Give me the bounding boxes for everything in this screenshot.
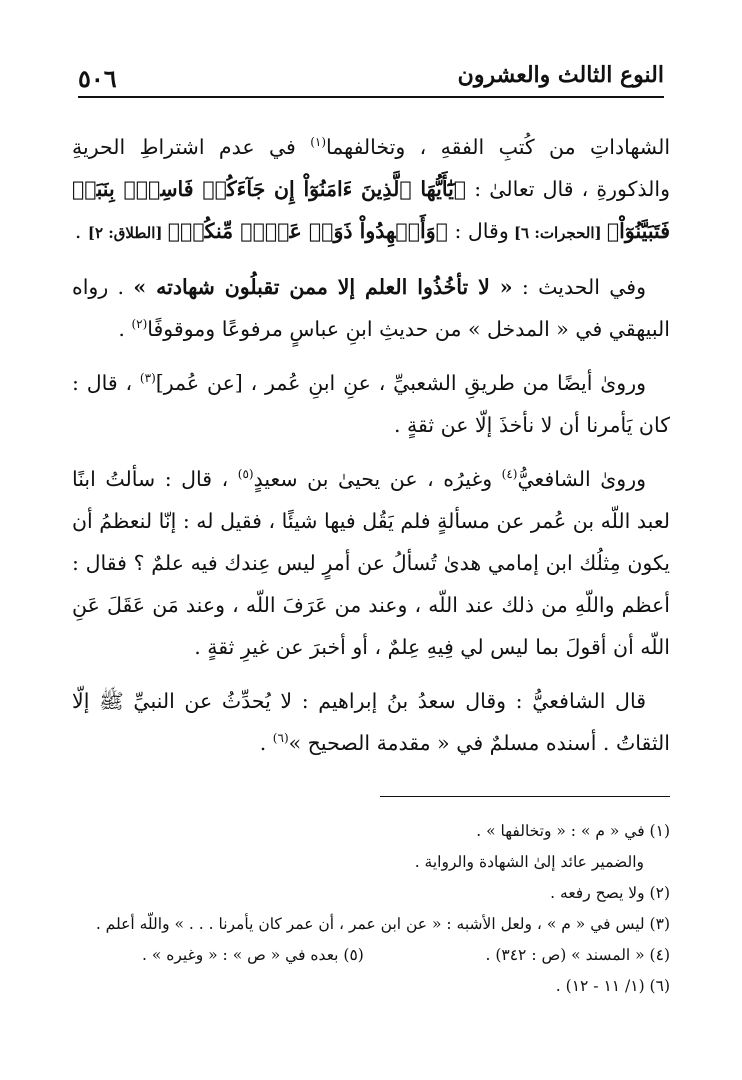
footnote-5: (٥) بعده في « ص » : « وغيره » . <box>142 946 364 964</box>
footnote-marker-2: (٢) <box>131 317 148 332</box>
text: . <box>74 219 88 243</box>
text: . <box>118 317 132 341</box>
text: ، قال : سألتُ ابنًا لعبد اللّه بن عُمر عن مسألةٍ فلم يَقُل فيها شيئًا ، فقيل له : إنّا لنعظمُ أن يكون مِثلُك ابن إمامي هدىٰ تُسألُ عن أمرٍ ليس عِندك فيه علمٌ ؟ فقال : أعظم واللّهِ من ذلك عند اللّه ، وعند من عَرَفَ اللّه ، وعند مَن عَقَلَ عَنِ اللّه أن أقولَ بما ليس لي فِيهِ عِلمٌ ، أو أخبرَ عن غيرِ ثقةٍ . <box>72 467 670 659</box>
paragraph-4 <box>72 458 670 668</box>
quran-verse-hujurat: ﴿يَٰٓأَيُّهَا ٱلَّذِينَ ءَامَنُوٓاْ إِن جَآءَكُمۡ فَاسِقُۢ بِنَبَإٖ فَتَبَيَّنُوٓاْ﴾ <box>72 177 670 243</box>
footnote-marker-3: (٣) <box>139 371 156 386</box>
footnote-marker-6: (٦) <box>272 731 289 746</box>
footnote-2: (٢) ولا يصح رفعه . <box>550 884 670 902</box>
text: . <box>259 731 273 755</box>
footnote-6: (٦) (١/ ١١ - ١٢) . <box>555 977 670 995</box>
text: ، قال : كان يَأمرنا أن لا نأخذَ إلّا عن ثقةٍ . <box>72 371 670 437</box>
footnote-marker-4: (٤) <box>501 467 518 482</box>
paragraph-5 <box>72 680 670 764</box>
text: قال الشافعيُّ : وقال سعدُ بنُ إبراهيم : لا يُحدِّثُ عن النبيِّ ﷺ إلّا الثقاتُ . أسنده مسلمٌ في « مقدمة الصحيح » <box>72 689 670 755</box>
footnotes <box>72 816 670 1002</box>
running-title: النوع الثالث والعشرون <box>457 62 664 88</box>
verse-reference-hujurat: [الحجرات: ٦] <box>508 224 607 242</box>
text: في عدم اشتراطِ الحريةِ والذكورةِ ، قال تعالىٰ : <box>72 135 671 201</box>
verse-reference-talaq: [الطلاق: ٢] <box>87 224 168 242</box>
text: وقال : <box>447 219 509 243</box>
quran-verse-talaq: ﴿وَأَشۡهِدُواْ ذَوَيۡ عَدۡلٖ مِّنكُمۡ﴾ <box>167 219 448 243</box>
footnote-divider <box>380 796 670 797</box>
footnote-marker-5: (٥) <box>237 467 254 482</box>
main-text <box>72 126 670 776</box>
hadith-quote: « لا تأخُذُوا العلم إلا ممن تقبلُون شهادته » <box>133 275 513 299</box>
paragraph-3 <box>72 362 670 446</box>
text: الشهاداتِ من كُتبِ الفقهِ ، وتخالفهما <box>326 135 671 159</box>
paragraph-1 <box>72 126 670 254</box>
text: وفي الحديث : <box>512 275 646 299</box>
text: وغيرُه ، عن يحيىٰ بن سعيدٍ <box>253 467 502 491</box>
text: وروىٰ أيضًا من طريقِ الشعبيِّ ، عنِ ابنِ عُمر ، [عن عُمر] <box>155 371 646 395</box>
paragraph-2 <box>72 266 670 350</box>
text: . رواه البيهقي في « المدخل » من حديثِ ابنِ عباسٍ مرفوعًا وموقوفًا <box>72 275 670 341</box>
footnote-marker-1: (١) <box>310 135 327 150</box>
text: وروىٰ الشافعيُّ <box>517 467 646 491</box>
footnote-3: (٣) ليس في « م » ، ولعل الأشبه : « عن ابن عمر ، أن عمر كان يأمرنا . . . » واللّه أعلم . <box>95 915 670 933</box>
footnote-1-continuation: والضمير عائد إلىٰ الشهادة والرواية . <box>414 853 644 871</box>
footnote-row-4-5 <box>72 940 670 971</box>
footnote-1: (١) في « م » : « وتخالفها » . <box>476 822 670 840</box>
page-header <box>78 56 664 98</box>
page-number: ٥٠٦ <box>78 64 117 93</box>
footnote-4: (٤) « المسند » (ص : ٣٤٢) . <box>485 946 670 964</box>
